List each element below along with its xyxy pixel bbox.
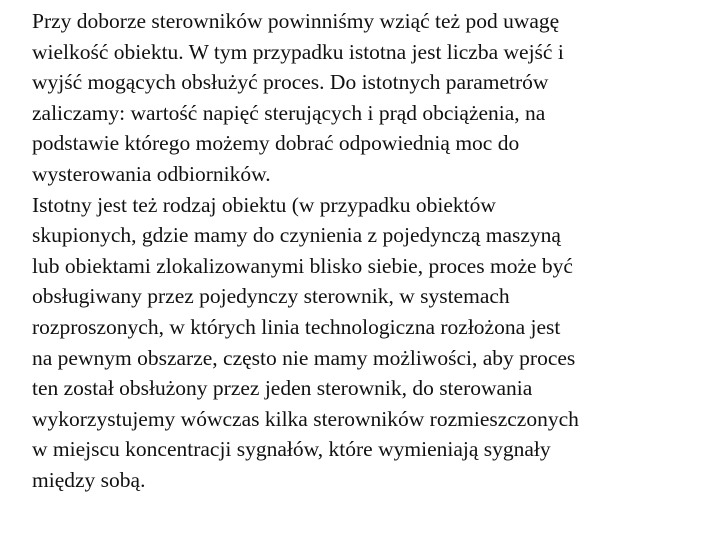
text-line: skupionych, gdzie mamy do czynienia z pojedynczą maszyną	[32, 223, 561, 248]
text-line: rozproszonych, w których linia technologiczna rozłożona jest	[32, 314, 561, 339]
text-line: w miejscu koncentracji sygnałów, które wymieniają sygnały	[32, 437, 551, 462]
paragraph-1	[32, 6, 712, 190]
body-text	[32, 6, 712, 496]
text-line: między sobą.	[32, 467, 146, 492]
text-line: zaliczamy: wartość napięć sterujących i prąd obciążenia, na	[32, 100, 546, 125]
text-line: wyjść mogących obsłużyć proces. Do istotnych parametrów	[32, 70, 549, 95]
text-line: Istotny jest też rodzaj obiektu (w przypadku obiektów	[32, 192, 496, 217]
text-line: lub obiektami zlokalizowanymi blisko siebie, proces może być	[32, 253, 573, 278]
text-line: na pewnym obszarze, często nie mamy możliwości, aby proces	[32, 345, 576, 370]
text-line: wysterowania odbiorników.	[32, 161, 271, 186]
text-line: wielkość obiektu. W tym przypadku istotna jest liczba wejść i	[32, 39, 564, 64]
text-line: podstawie którego możemy dobrać odpowiednią moc do	[32, 131, 520, 156]
text-line: obsługiwany przez pojedynczy sterownik, w systemach	[32, 284, 510, 309]
paragraph-2	[32, 190, 712, 496]
text-line: Przy doborze sterowników powinniśmy wziąć też pod uwagę	[32, 9, 560, 33]
text-line: ten został obsłużony przez jeden sterownik, do sterowania	[32, 376, 533, 401]
text-line: wykorzystujemy wówczas kilka sterowników rozmieszczonych	[32, 406, 579, 431]
